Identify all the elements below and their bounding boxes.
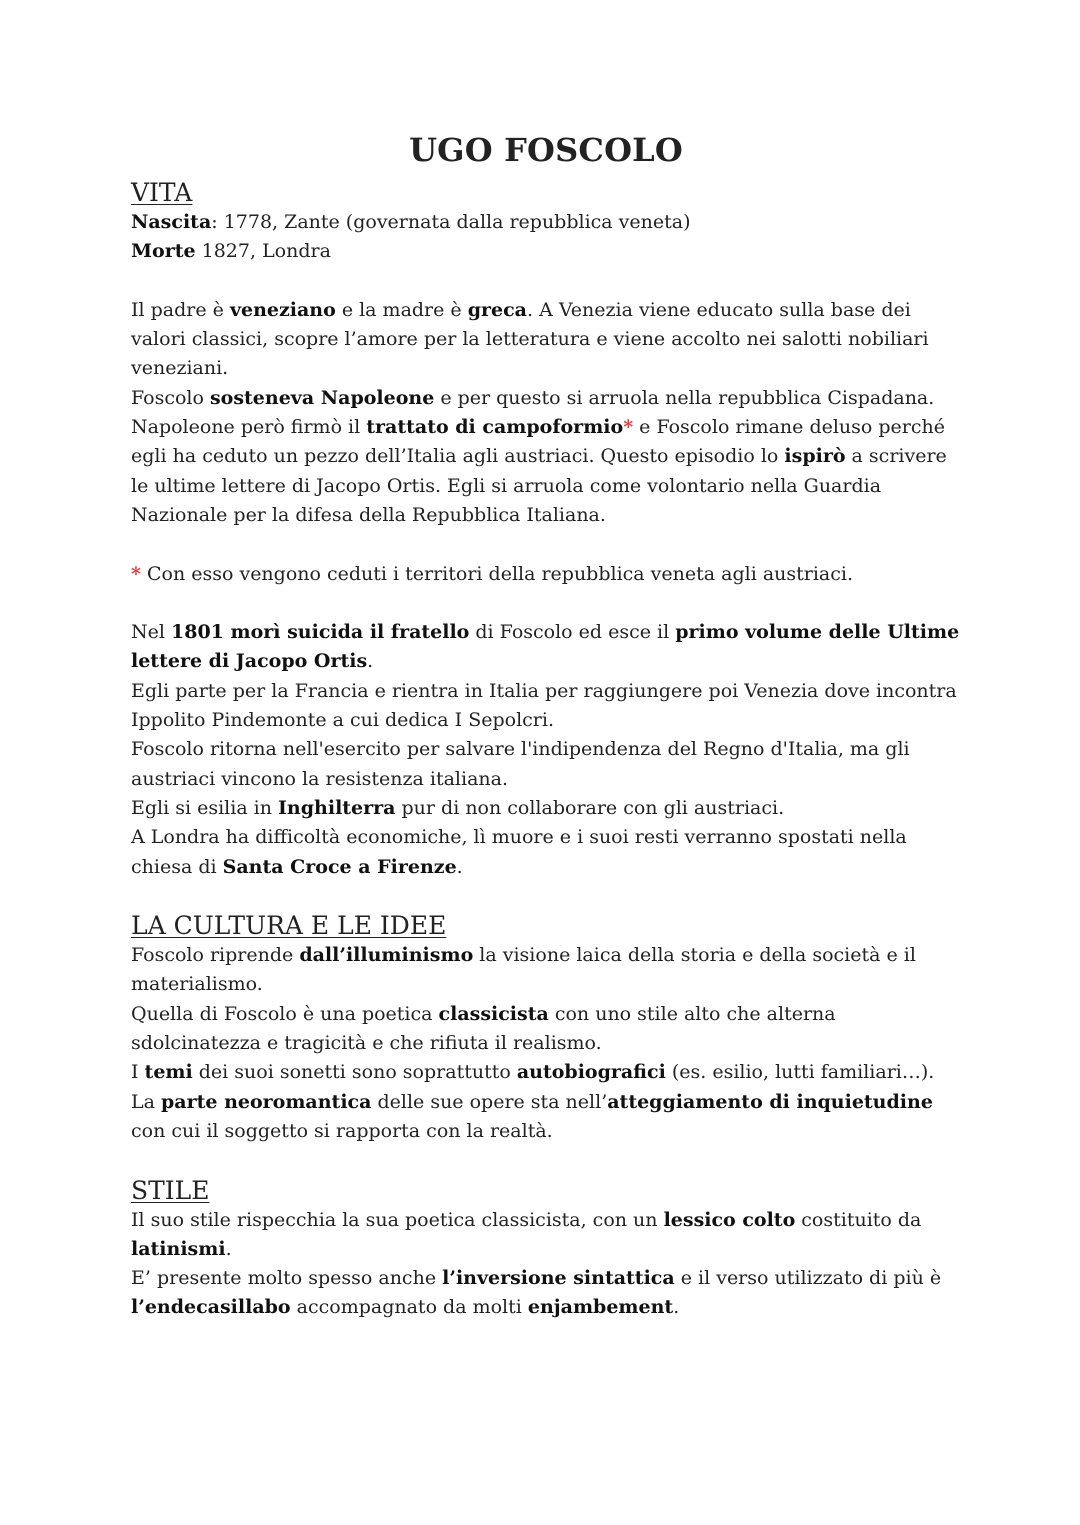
paragraph-1801: Nel 1801 morì suicida il fratello di Foscolo ed esce il primo volume delle Ultime lettere di Jacopo Ortis. [131, 621, 960, 673]
paragraph-campoformio: Napoleone però firmò il trattato di campoformio* e Foscolo rimane deluso perché egli ha ceduto un pezzo dell’Italia agli austriaci. Questo episodio lo ispirò a scrivere le ultime lettere di Jacopo Ortis. Egli si arruola come volontario nella Guardia Nazionale per la difesa della Repubblica Italiana. [131, 416, 947, 526]
stile-line-1: Il suo stile rispecchia la sua poetica classicista, con un lessico colto costituito da latinismi. [131, 1208, 922, 1260]
cultura-line-1: Foscolo riprende dall’illuminismo la visione laica della storia e della società e il materialismo. [131, 944, 916, 996]
death-label: Morte [131, 240, 196, 263]
death-line: Morte 1827, Londra [131, 240, 331, 263]
birth-label: Nascita [131, 211, 212, 233]
section-heading-stile: STILE [131, 1175, 210, 1205]
cultura-line-3: I temi dei suoi sonetti sono soprattutto autobiografici (es. esilio, lutti familiari…). [131, 1061, 935, 1084]
document-page [131, 128, 961, 1323]
footnote-star: * [131, 562, 141, 585]
footnote: * Con esso vengono ceduti i territori della repubblica veneta agli austriaci. [131, 562, 854, 585]
paragraph-origins: Il padre è veneziano e la madre è greca. A Venezia viene educato sulla base dei valori classici, scopre l’amore per la letteratura e viene accolto nei salotti nobiliari veneziani. [131, 298, 929, 380]
stile-line-2: E’ presente molto spesso anche l’inversione sintattica e il verso utilizzato di più è l’endecasillabo accompagnato da molti enjambement. [131, 1267, 942, 1319]
section-heading-vita: VITA [131, 178, 193, 207]
footnote-marker: * [623, 416, 634, 439]
paragraph-army: Foscolo ritorna nell'esercito per salvare l'indipendenza del Regno d'Italia, ma gli austriaci vincono la resistenza italiana. [131, 738, 910, 790]
paragraph-exile: Egli si esilia in Inghilterra pur di non collaborare con gli austriaci. [131, 796, 785, 819]
birth-line: Nascita: 1778, Zante (governata dalla repubblica veneta) [131, 211, 691, 233]
cultura-line-4: La parte neoromantica delle sue opere sta nell’atteggiamento di inquietudine con cui il soggetto si rapporta con la realtà. [131, 1090, 933, 1142]
paragraph-france: Egli parte per la Francia e rientra in Italia per raggiungere poi Venezia dove incontra Ippolito Pindemonte a cui dedica I Sepolcri. [131, 679, 957, 732]
paragraph-london: A Londra ha difficoltà economiche, lì muore e i suoi resti verranno spostati nella chiesa di Santa Croce a Firenze. [131, 826, 907, 878]
page-title: UGO FOSCOLO [409, 131, 683, 169]
paragraph-napoleon: Foscolo sosteneva Napoleone e per questo si arruola nella repubblica Cispadana. [131, 386, 935, 409]
cultura-line-2: Quella di Foscolo è una poetica classicista con uno stile alto che alterna sdolcinatezza e tragicità e che rifiuta il realismo. [131, 1002, 836, 1055]
section-heading-cultura: LA CULTURA E LE IDEE [131, 911, 447, 941]
